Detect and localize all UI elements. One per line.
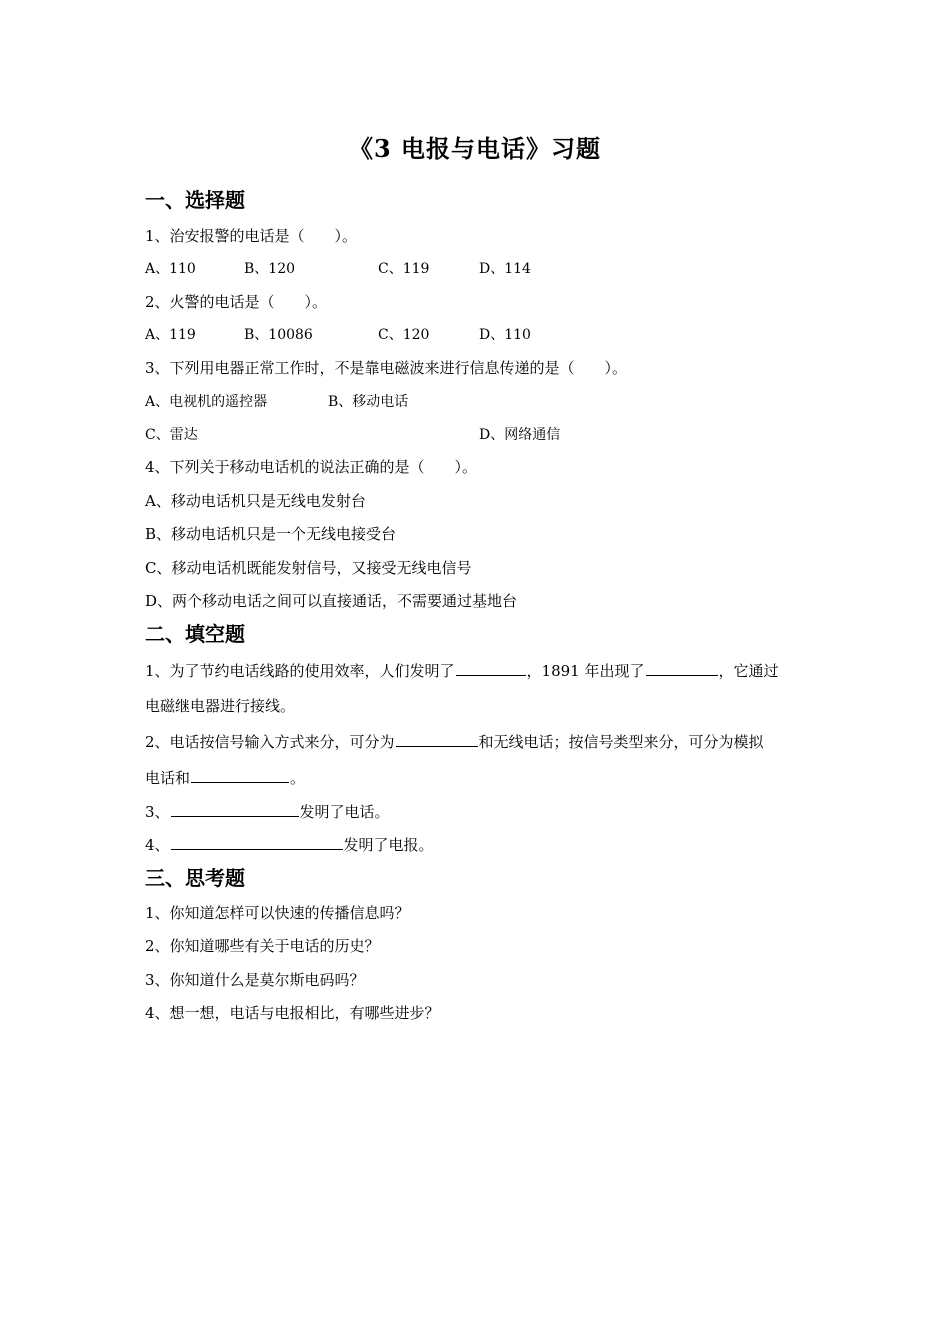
fill-q4-blank[interactable]	[171, 833, 343, 850]
fill-q2-blank-2[interactable]	[191, 766, 289, 783]
think-question-4: 4、想一想，电话与电报相比，有哪些进步？	[145, 1004, 440, 1022]
fill-q2-blank-1[interactable]	[396, 730, 478, 747]
fill-q1-blank-1[interactable]	[456, 659, 526, 676]
think-question-2: 2、你知道哪些有关于电话的历史？	[145, 937, 380, 955]
choice-question-1: 1、治安报警的电话是（ ）。	[145, 227, 358, 245]
think-question-1: 1、你知道怎样可以快速的传播信息吗？	[145, 904, 410, 922]
fill-q2-text-a: 2、电话按信号输入方式来分，可分为	[145, 733, 395, 751]
choice-q1-option-d: D、114	[479, 261, 531, 277]
fill-q1-text-b: ，1891 年出现了	[526, 662, 645, 680]
choice-question-4: 4、下列关于移动电话机的说法正确的是（ ）。	[145, 458, 478, 476]
section-heading-think: 三、思考题	[145, 866, 245, 890]
fill-q3-blank[interactable]	[171, 800, 299, 817]
choice-q4-option-c: C、移动电话机既能发射信号，又接受无线电信号	[145, 559, 472, 577]
choice-q1-option-b: B、120	[244, 261, 296, 277]
fill-q3-text-a: 3、	[145, 803, 170, 821]
choice-q1-option-a: A、110	[145, 261, 196, 277]
choice-question-2: 2、火警的电话是（ ）。	[145, 293, 328, 311]
section-heading-fill: 二、填空题	[145, 622, 245, 646]
fill-question-1-line-1	[145, 659, 779, 682]
fill-question-4	[145, 833, 434, 856]
fill-q2-text-b: 和无线电话；按信号类型来分，可分为模拟	[478, 733, 764, 751]
choice-q3-option-c: C、雷达	[145, 427, 198, 443]
choice-q3-option-d: D、网络通信	[479, 427, 561, 443]
fill-q2-text-c: 电话和	[145, 769, 191, 787]
section-heading-choice: 一、选择题	[145, 188, 245, 212]
choice-q2-option-c: C、120	[378, 327, 430, 343]
choice-q4-option-b: B、移动电话机只是一个无线电接受台	[145, 525, 397, 543]
fill-q1-blank-2[interactable]	[646, 659, 718, 676]
choice-q3-option-a: A、电视机的遥控器	[145, 394, 268, 410]
choice-q3-option-b: B、移动电话	[328, 394, 409, 410]
choice-q4-option-d: D、两个移动电话之间可以直接通话，不需要通过基地台	[145, 592, 518, 610]
choice-q1-option-c: C、119	[378, 261, 430, 277]
fill-question-3	[145, 800, 390, 823]
fill-q2-text-d: 。	[290, 769, 306, 787]
fill-question-2-line-2	[145, 766, 305, 789]
choice-q2-option-b: B、10086	[244, 327, 313, 343]
fill-q4-text-b: 发明了电报。	[343, 836, 434, 854]
choice-q2-option-a: A、119	[145, 327, 196, 343]
choice-q4-option-a: A、移动电话机只是无线电发射台	[145, 492, 366, 510]
page-title: 《3 电报与电话》习题	[348, 134, 602, 163]
fill-q3-text-b: 发明了电话。	[299, 803, 390, 821]
fill-q4-text-a: 4、	[145, 836, 170, 854]
choice-q2-option-d: D、110	[479, 327, 531, 343]
fill-q1-text-c: ，它通过	[718, 662, 779, 680]
fill-q1-text-a: 1、为了节约电话线路的使用效率，人们发明了	[145, 662, 455, 680]
fill-question-2-line-1	[145, 730, 764, 753]
choice-question-3: 3、下列用电器正常工作时，不是靠电磁波来进行信息传递的是（ ）。	[145, 359, 628, 377]
fill-question-1-line-2: 电磁继电器进行接线。	[145, 697, 296, 715]
think-question-3: 3、你知道什么是莫尔斯电码吗？	[145, 971, 365, 989]
